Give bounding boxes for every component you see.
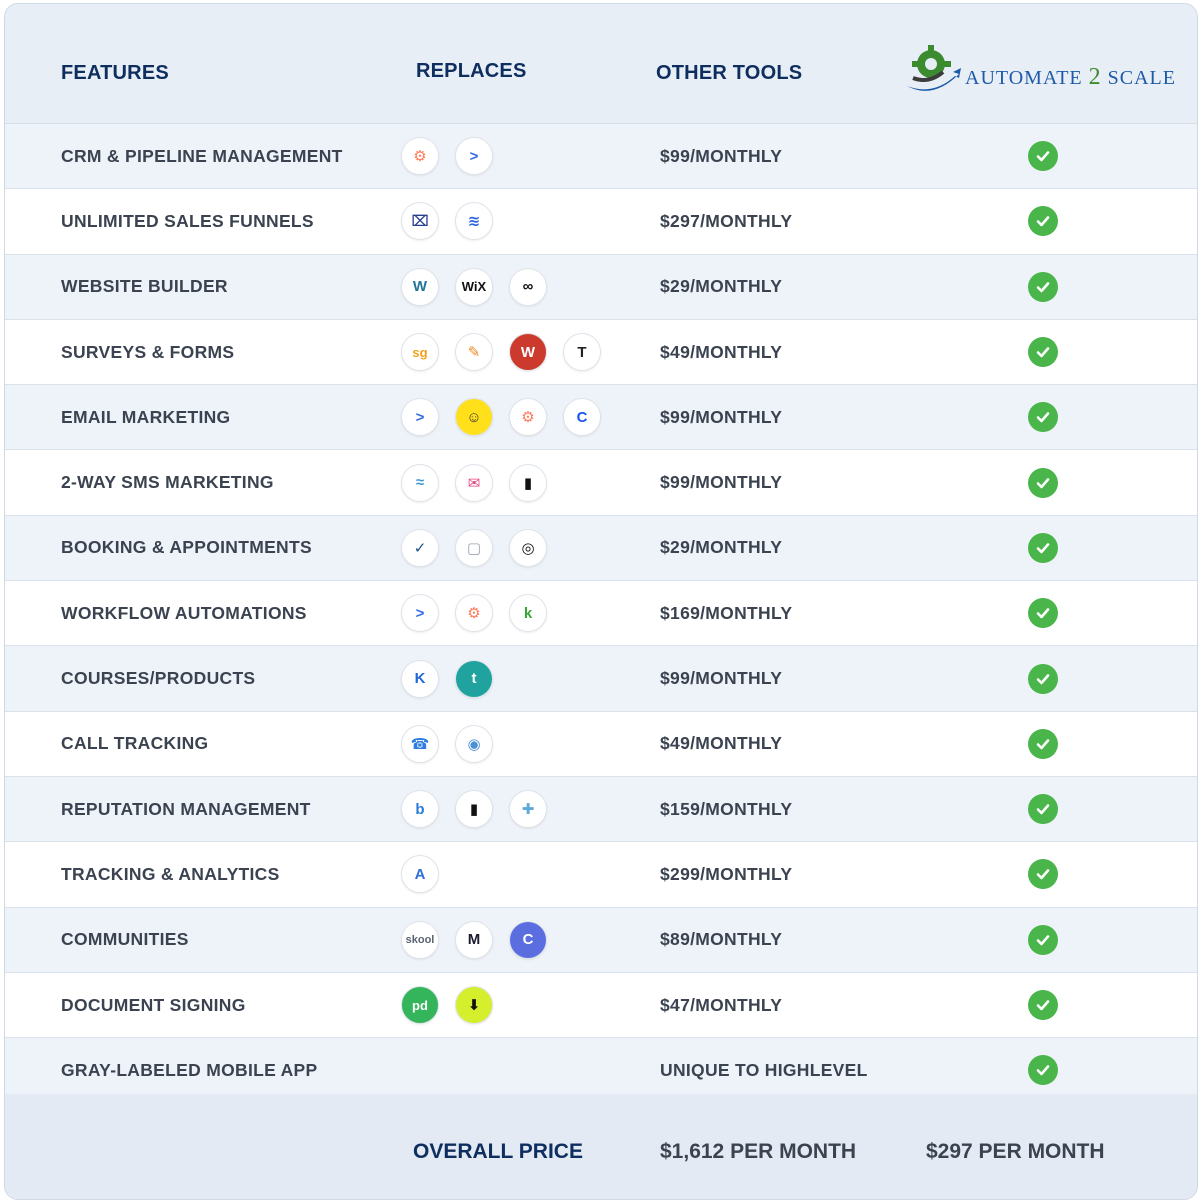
- replaced-tools: [401, 516, 547, 580]
- table-row: [5, 320, 1197, 385]
- check-icon: [1028, 533, 1058, 563]
- feature-name: BOOKING & APPOINTMENTS: [61, 537, 312, 558]
- table-footer: [5, 1094, 1197, 1199]
- replaced-tools: [401, 646, 493, 710]
- skool-icon: skool: [401, 921, 439, 959]
- mailchimp-icon: ☺: [455, 398, 493, 436]
- check-icon: [1028, 729, 1058, 759]
- check-icon: [1028, 468, 1058, 498]
- other-tools-price: $29/MONTHLY: [660, 276, 783, 297]
- calendly-icon: ✓: [401, 529, 439, 567]
- activecampaign-icon: >: [401, 398, 439, 436]
- replaced-tools: [401, 255, 547, 319]
- feature-name: CALL TRACKING: [61, 733, 209, 754]
- replaced-tools: [401, 712, 493, 776]
- table-row: [5, 973, 1197, 1038]
- table-row: [5, 646, 1197, 711]
- surveygizmo-icon: sg: [401, 333, 439, 371]
- other-tools-price: $297/MONTHLY: [660, 210, 793, 231]
- other-tools-price: $89/MONTHLY: [660, 929, 783, 950]
- check-icon: [1028, 794, 1058, 824]
- typeform-icon: T: [563, 333, 601, 371]
- table-row: [5, 385, 1197, 450]
- replaced-tools: [401, 842, 439, 906]
- features-column-header: FEATURES: [61, 62, 169, 84]
- wufoo-icon: W: [509, 333, 547, 371]
- other-tools-price: $49/MONTHLY: [660, 341, 783, 362]
- acuity-icon: ◎: [509, 529, 547, 567]
- brand-name-number: 2: [1088, 64, 1102, 90]
- feature-name: WEBSITE BUILDER: [61, 276, 228, 297]
- replaced-tools: [401, 189, 493, 253]
- feature-name: 2-WAY SMS MARKETING: [61, 472, 274, 493]
- feature-name: SURVEYS & FORMS: [61, 341, 235, 362]
- wordpress-icon: W: [401, 268, 439, 306]
- feature-rows: [5, 124, 1197, 1103]
- feature-name: CRM & PIPELINE MANAGEMENT: [61, 145, 343, 166]
- replaced-tools: [401, 777, 547, 841]
- callrail-pin-icon: ◉: [455, 725, 493, 763]
- check-icon: [1028, 925, 1058, 955]
- replaced-tools: [401, 320, 601, 384]
- other-tools-price: $299/MONTHLY: [660, 863, 793, 884]
- feature-name: EMAIL MARKETING: [61, 406, 231, 427]
- replaced-tools: [401, 450, 547, 514]
- birdeye-icon: b: [401, 790, 439, 828]
- other-tools-price: $29/MONTHLY: [660, 537, 783, 558]
- automate2scale-total: $297 PER MONTH: [926, 1140, 1105, 1163]
- feature-name: UNLIMITED SALES FUNNELS: [61, 210, 314, 231]
- check-icon: [1028, 206, 1058, 236]
- teachable-icon: t: [455, 660, 493, 698]
- feature-name: DOCUMENT SIGNING: [61, 994, 246, 1015]
- table-row: [5, 777, 1197, 842]
- other-tools-price: $47/MONTHLY: [660, 994, 783, 1015]
- check-icon: [1028, 664, 1058, 694]
- kajabi-icon: K: [401, 660, 439, 698]
- brand-name-post: SCALE: [1101, 67, 1176, 89]
- replaced-tools: [401, 908, 547, 972]
- table-row: [5, 908, 1197, 973]
- table-row: [5, 581, 1197, 646]
- other-tools-total: $1,612 PER MONTH: [660, 1140, 857, 1163]
- table-row: [5, 712, 1197, 777]
- check-icon: [1028, 402, 1058, 432]
- other-tools-price: $169/MONTHLY: [660, 602, 793, 623]
- squarespace-icon: ∞: [509, 268, 547, 306]
- podium-icon: ▮: [455, 790, 493, 828]
- other-tools-price: $99/MONTHLY: [660, 406, 783, 427]
- other-tools-price: $99/MONTHLY: [660, 145, 783, 166]
- brand-name: [965, 64, 1176, 91]
- feature-name: REPUTATION MANAGEMENT: [61, 798, 311, 819]
- overall-price-label: OVERALL PRICE: [413, 1140, 583, 1163]
- check-icon: [1028, 1055, 1058, 1085]
- mighty-networks-icon: M: [455, 921, 493, 959]
- check-icon: [1028, 272, 1058, 302]
- reputation-icon: ✚: [509, 790, 547, 828]
- feature-name: COMMUNITIES: [61, 929, 189, 950]
- other-tools-price: $99/MONTHLY: [660, 472, 783, 493]
- activecampaign-icon: >: [455, 137, 493, 175]
- other-tools-price: $99/MONTHLY: [660, 668, 783, 689]
- jotform-icon: ✎: [455, 333, 493, 371]
- replaces-column-header: REPLACES: [416, 60, 527, 82]
- check-icon: [1028, 598, 1058, 628]
- hubspot-icon: ⚙: [401, 137, 439, 175]
- other-tools-price: UNIQUE TO HIGHLEVEL: [660, 1059, 868, 1080]
- replaced-tools: [401, 124, 493, 188]
- other-tools-price: $159/MONTHLY: [660, 798, 793, 819]
- gear-icon: [903, 42, 961, 102]
- table-row: [5, 450, 1197, 515]
- table-row: [5, 124, 1197, 189]
- leadpages-icon: ≋: [455, 202, 493, 240]
- pandadoc-icon: pd: [401, 986, 439, 1024]
- table-row: [5, 842, 1197, 907]
- sms-stack-icon: ≈: [401, 464, 439, 502]
- table-header: [5, 4, 1197, 124]
- podium-icon: ▮: [509, 464, 547, 502]
- activecampaign-icon: >: [401, 594, 439, 632]
- check-icon: [1028, 141, 1058, 171]
- replaced-tools: [401, 973, 493, 1037]
- simpletexting-icon: ✉: [455, 464, 493, 502]
- feature-name: WORKFLOW AUTOMATIONS: [61, 602, 307, 623]
- wix-icon: WiX: [455, 268, 493, 306]
- constant-contact-icon: C: [563, 398, 601, 436]
- check-icon: [1028, 990, 1058, 1020]
- comparison-table: [4, 3, 1198, 1200]
- table-row: [5, 516, 1197, 581]
- docusign-icon: ⬇: [455, 986, 493, 1024]
- table-row: [5, 189, 1197, 254]
- other-tools-column-header: OTHER TOOLS: [656, 62, 803, 84]
- check-icon: [1028, 337, 1058, 367]
- feature-name: GRAY-LABELED MOBILE APP: [61, 1059, 318, 1080]
- calendar-icon: ▢: [455, 529, 493, 567]
- callrail-icon: ☎: [401, 725, 439, 763]
- feature-name: TRACKING & ANALYTICS: [61, 863, 280, 884]
- replaced-tools: [401, 581, 547, 645]
- circle-icon: C: [509, 921, 547, 959]
- other-tools-price: $49/MONTHLY: [660, 733, 783, 754]
- replaced-tools: [401, 385, 601, 449]
- feature-name: COURSES/PRODUCTS: [61, 668, 256, 689]
- keap-icon: k: [509, 594, 547, 632]
- brand-logo: [903, 42, 1193, 104]
- table-row: [5, 255, 1197, 320]
- hubspot-icon: ⚙: [509, 398, 547, 436]
- brand-name-pre: AUTOMATE: [965, 67, 1089, 89]
- analytics-icon: A: [401, 855, 439, 893]
- check-icon: [1028, 859, 1058, 889]
- clickfunnels-icon: ⌧: [401, 202, 439, 240]
- hubspot-icon: ⚙: [455, 594, 493, 632]
